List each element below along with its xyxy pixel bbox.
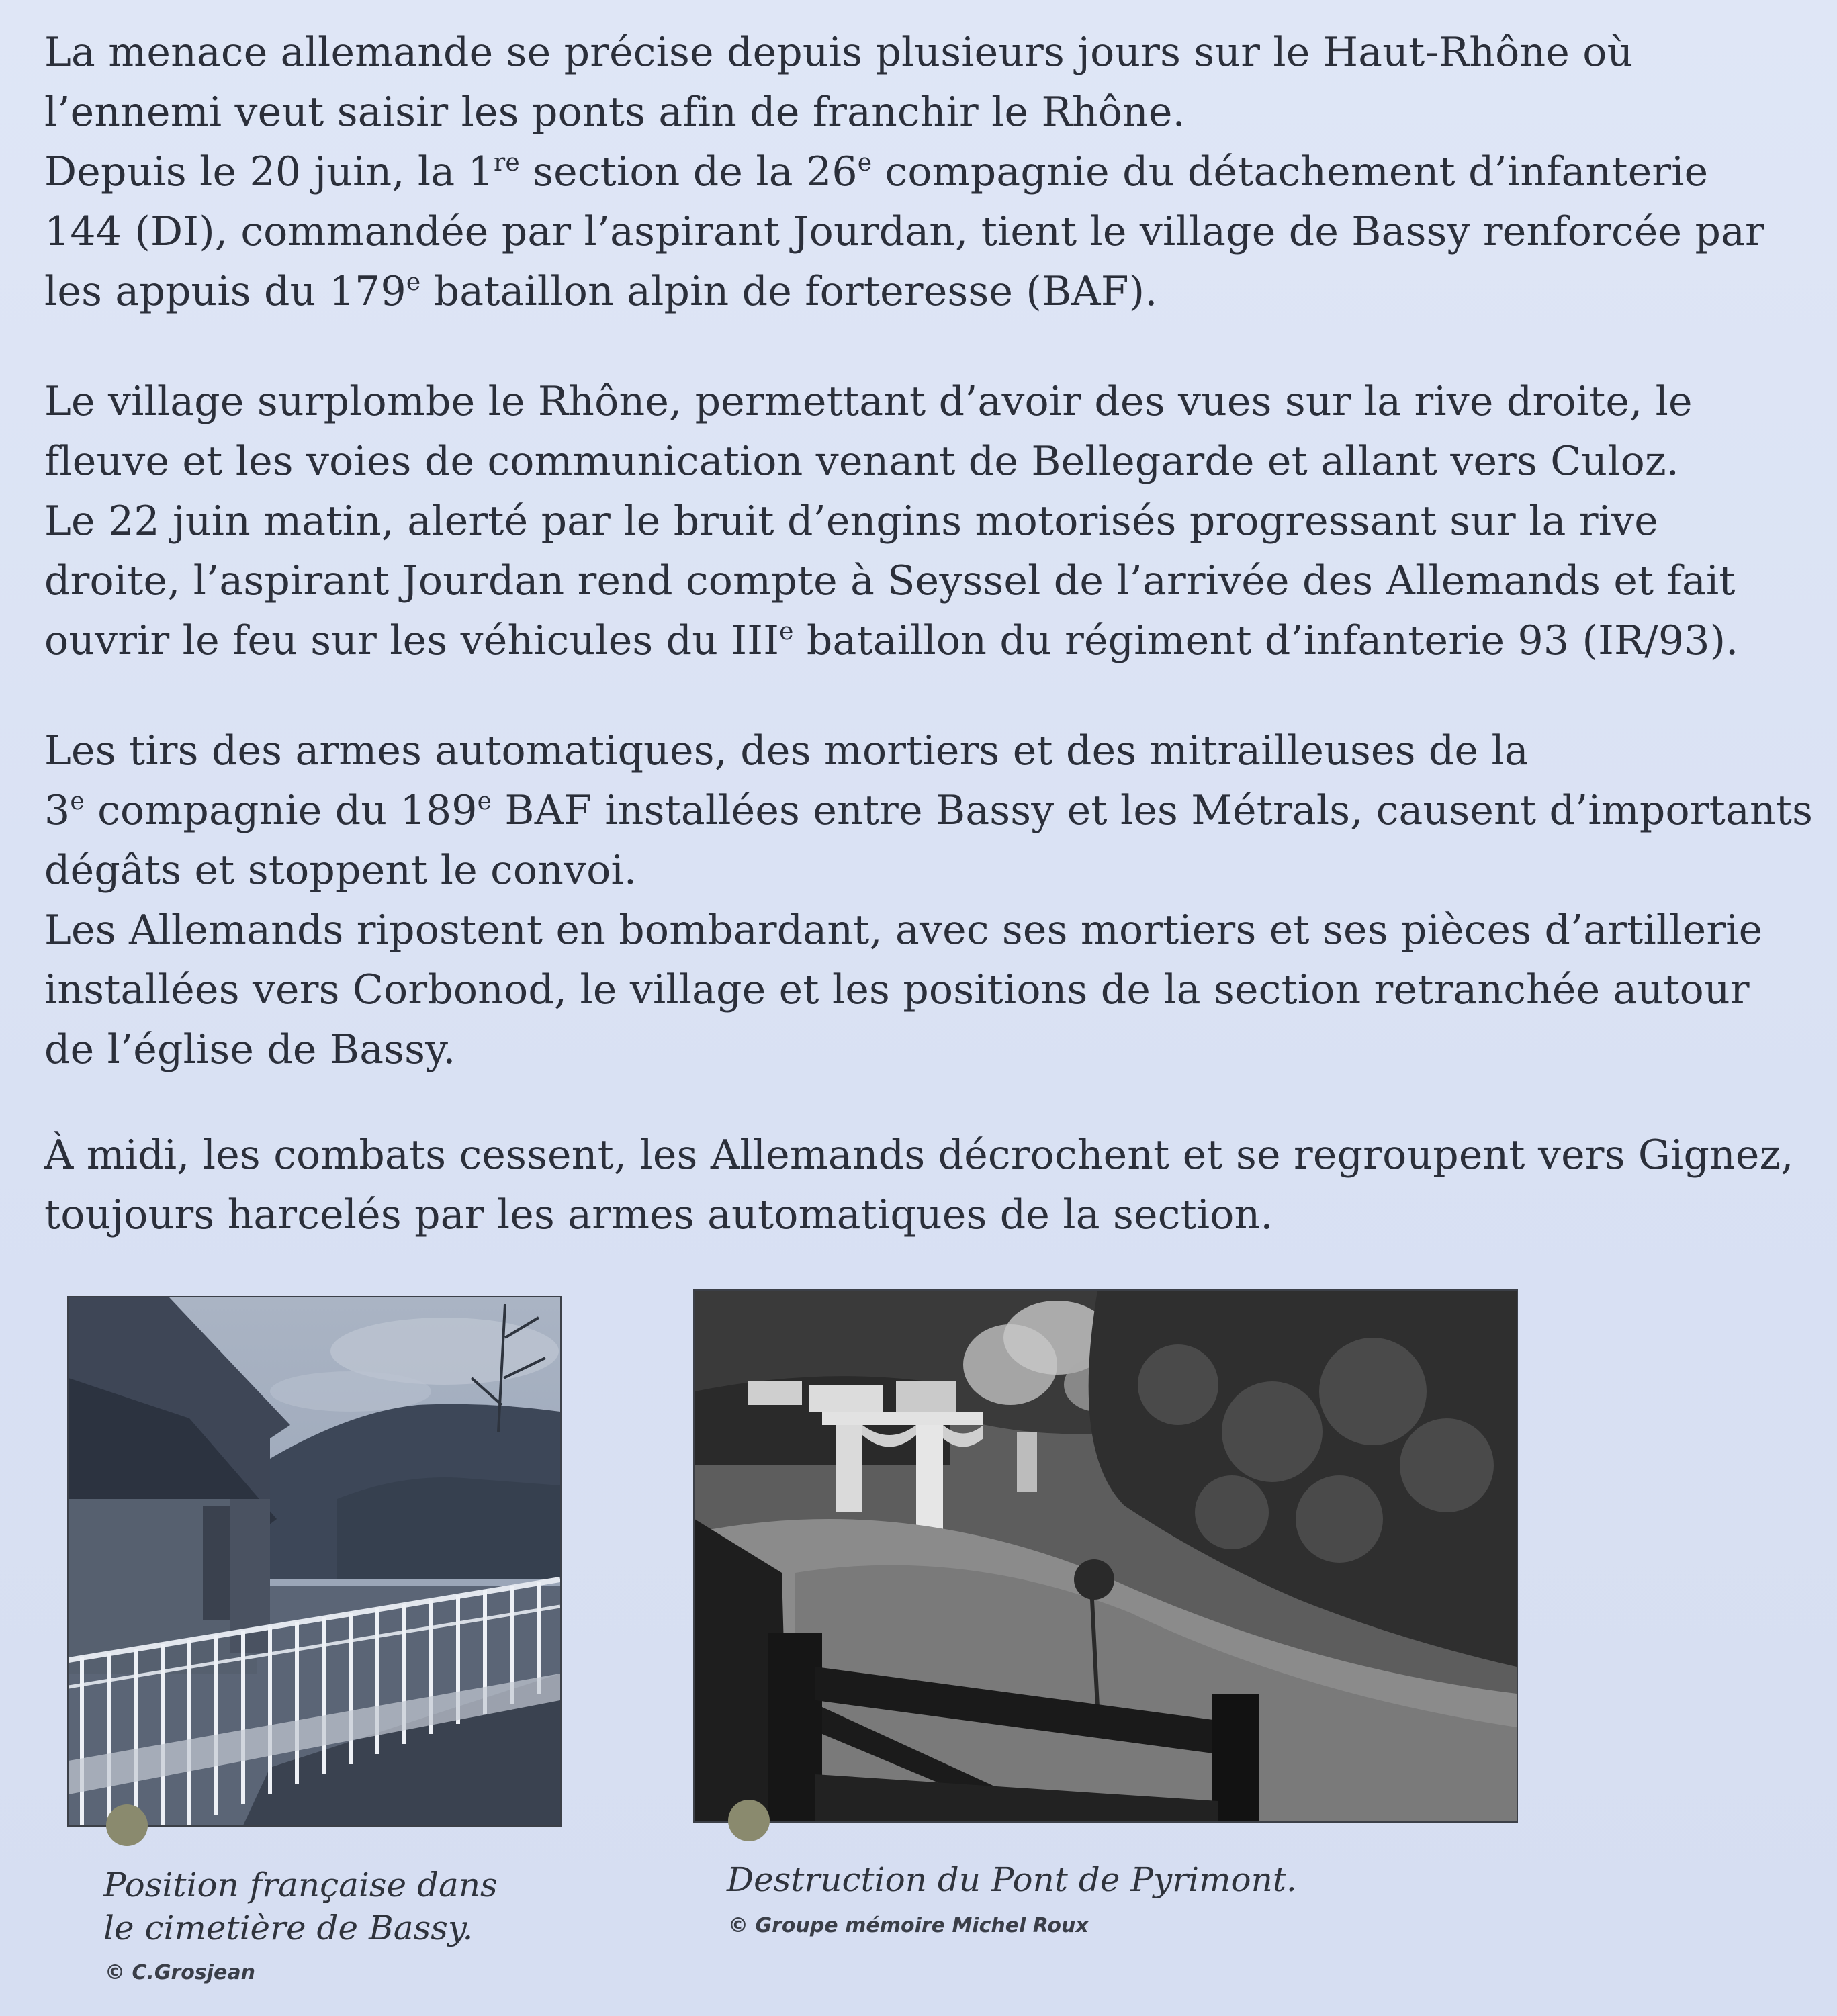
bridge-photo-caption	[727, 1858, 1297, 1901]
text-line: les appuis du 179e bataillon alpin de forteresse (BAF).	[44, 268, 1158, 315]
marker-dot	[106, 1804, 148, 1846]
text-line: À midi, les combats cessent, les Allemands décrochent et se regroupent vers Gignez,	[44, 1132, 1794, 1179]
text-line: Les Allemands ripostent en bombardant, avec ses mortiers et ses pièces d’artillerie	[44, 907, 1763, 954]
text-line: droite, l’aspirant Jourdan rend compte à Seyssel de l’arrivée des Allemands et fait	[44, 557, 1736, 604]
text-line: l’ennemi veut saisir les ponts afin de franchir le Rhône.	[44, 89, 1185, 136]
text-line: installées vers Corbonod, le village et les positions de la section retranchée autour	[44, 966, 1750, 1013]
marker-dot	[728, 1800, 770, 1841]
text-line: fleuve et les voies de communication venant de Bellegarde et allant vers Culoz.	[44, 438, 1680, 485]
paragraph-2	[44, 372, 1818, 671]
caption-line: Destruction du Pont de Pyrimont.	[727, 1860, 1297, 1899]
cemetery-photo	[67, 1296, 562, 1827]
bridge-photo-credit: © Groupe mémoire Michel Roux	[728, 1914, 1089, 1937]
text-line: de l’église de Bassy.	[44, 1026, 456, 1073]
paragraph-4	[44, 1126, 1818, 1245]
cemetery-photo-credit: © C.Grosjean	[105, 1961, 255, 1984]
text-line: La menace allemande se précise depuis plusieurs jours sur le Haut-Rhône où	[44, 29, 1633, 76]
caption-line: Position française dans	[103, 1866, 498, 1905]
text-line: ouvrir le feu sur les véhicules du IIIe bataillon du régiment d’infanterie 93 (IR/93).	[44, 617, 1739, 664]
text-line: Le village surplombe le Rhône, permettant d’avoir des vues sur la rive droite, le	[44, 378, 1693, 425]
paragraph-1	[44, 23, 1818, 322]
text-line: 144 (DI), commandée par l’aspirant Jourdan, tient le village de Bassy renforcée par	[44, 208, 1764, 255]
text-line: Depuis le 20 juin, la 1re section de la 26e compagnie du détachement d’infanterie	[44, 148, 1709, 195]
text-line: 3e compagnie du 189e BAF installées entre Bassy et les Métrals, causent d’importants	[44, 787, 1813, 834]
text-line: dégâts et stoppent le convoi.	[44, 847, 637, 894]
bridge-photo	[693, 1289, 1518, 1823]
caption-line: le cimetière de Bassy.	[103, 1909, 474, 1948]
text-line: Le 22 juin matin, alerté par le bruit d’engins motorisés progressant sur la rive	[44, 498, 1658, 545]
paragraph-3	[44, 721, 1818, 1080]
text-line: toujours harcelés par les armes automatiques de la section.	[44, 1191, 1273, 1238]
cemetery-photo-caption	[103, 1864, 498, 1950]
text-line: Les tirs des armes automatiques, des mortiers et des mitrailleuses de la	[44, 727, 1529, 774]
